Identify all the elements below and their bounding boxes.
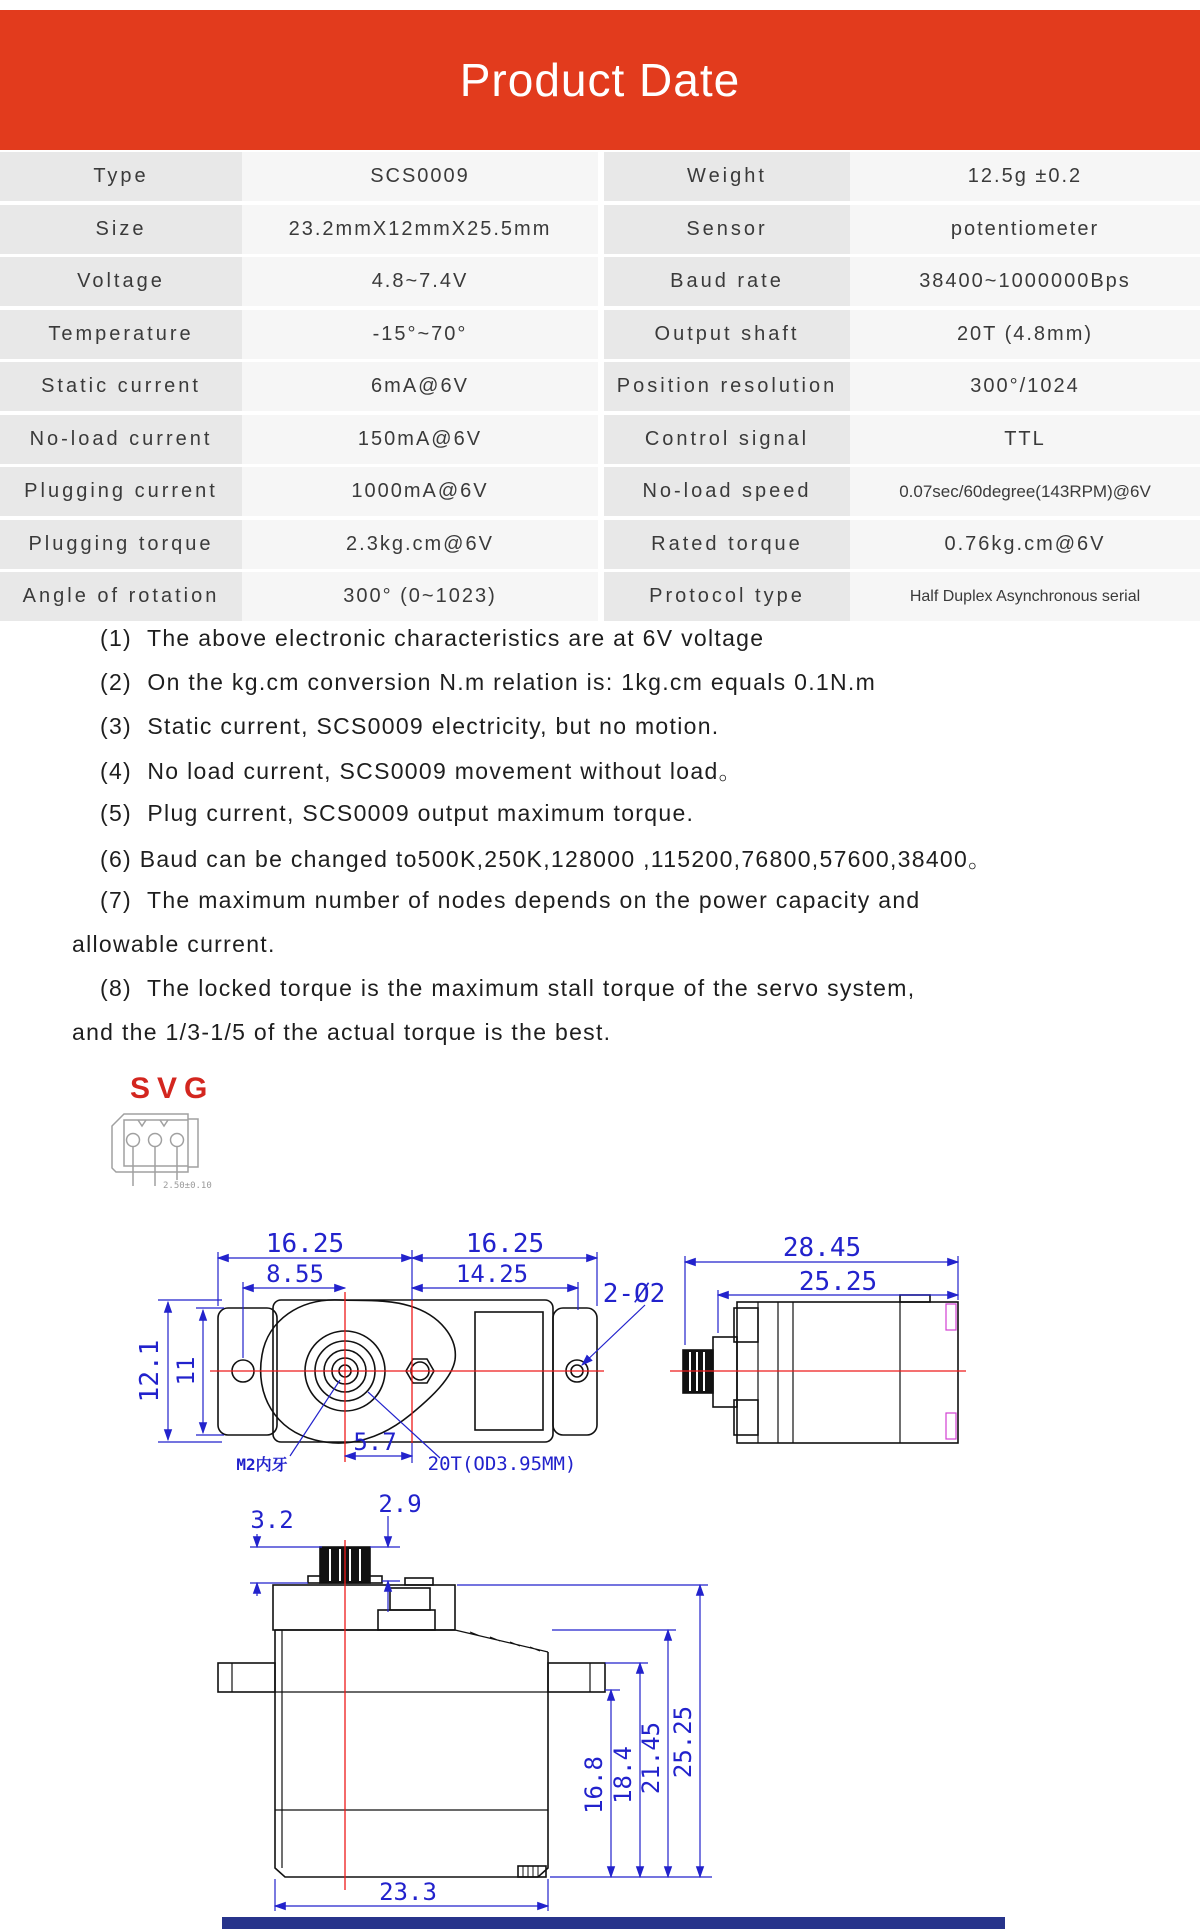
dim-gear-width: 2.9 xyxy=(378,1490,422,1518)
spec-value: -15°~70° xyxy=(242,310,598,359)
spec-value: 0.07sec/60degree(143RPM)@6V xyxy=(850,467,1200,516)
notes-list xyxy=(0,617,1200,1054)
spec-label: Control signal xyxy=(604,415,850,464)
spec-value: 300°/1024 xyxy=(850,362,1200,411)
connector-pin xyxy=(127,1134,140,1147)
note-line: (5) Plug current, SCS0009 output maximum torque. xyxy=(100,800,695,827)
spec-value: 1000mA@6V xyxy=(242,467,598,516)
dim-length-total: 28.45 xyxy=(782,1233,862,1263)
mounting-ear xyxy=(218,1663,275,1692)
note-line: (8) The locked torque is the maximum stall torque of the servo system, xyxy=(100,974,916,1001)
mounting-ear xyxy=(548,1663,605,1692)
table-row xyxy=(0,152,1200,201)
spec-label: Angle of rotation xyxy=(0,572,242,621)
table-row xyxy=(0,362,1200,411)
connector-pin xyxy=(171,1134,184,1147)
dim-h4: 25.25 xyxy=(669,1705,697,1779)
connector-pin xyxy=(149,1134,162,1147)
spec-label: Plugging current xyxy=(0,467,242,516)
spec-label: Rated torque xyxy=(604,520,850,569)
dim-holes-label: 2-Ø2 xyxy=(602,1279,666,1309)
front-view-outline xyxy=(218,1547,605,1877)
dimension-drawings xyxy=(0,1230,1200,1929)
dim-shaft-offset: 5.7 xyxy=(353,1428,397,1456)
spec-value: 2.3kg.cm@6V xyxy=(242,520,598,569)
side-view-dim-labels xyxy=(783,1233,877,1297)
dim-h2: 18.4 xyxy=(609,1746,637,1804)
spec-label: Voltage xyxy=(0,257,242,306)
note-line: (3) Static current, SCS0009 electricity, but no motion. xyxy=(100,712,720,739)
top-view-centerlines xyxy=(210,1292,604,1462)
note-line: (2) On the kg.cm conversion N.m relation is: 1kg.cm equals 0.1N.m xyxy=(100,669,877,696)
spec-value: 6mA@6V xyxy=(242,362,598,411)
note-line: (6) Baud can be changed to500K,250K,128000 ,115200,76800,57600,38400。 xyxy=(100,845,993,872)
spec-label: Temperature xyxy=(0,310,242,359)
table-row xyxy=(0,415,1200,464)
spec-label: Sensor xyxy=(604,205,850,254)
brand-logo: SVG xyxy=(130,1072,215,1105)
spec-label: Static current xyxy=(0,362,242,411)
table-row xyxy=(0,310,1200,359)
spec-label: No-load speed xyxy=(604,467,850,516)
spec-value: 23.2mmX12mmX25.5mm xyxy=(242,205,598,254)
next-section-banner-clipped xyxy=(222,1917,1005,1929)
page-title: Product Date xyxy=(459,54,741,106)
spec-label: Size xyxy=(0,205,242,254)
table-row xyxy=(0,467,1200,516)
dim-height-total: 12.1 xyxy=(135,1339,165,1403)
spec-value: 38400~1000000Bps xyxy=(850,257,1200,306)
spec-value: 12.5g ±0.2 xyxy=(850,152,1200,201)
top-view-dimensions xyxy=(158,1250,645,1463)
table-row xyxy=(0,205,1200,254)
dim-gear-offset: 8.55 xyxy=(266,1260,324,1288)
header-banner xyxy=(0,10,1200,150)
top-view-dim-labels xyxy=(135,1230,665,1475)
table-row xyxy=(0,572,1200,621)
note-line: allowable current. xyxy=(72,931,276,958)
spec-value: 300° (0~1023) xyxy=(242,572,598,621)
connector-pitch-label: 2.50±0.10 xyxy=(163,1181,212,1191)
spec-label: Type xyxy=(0,152,242,201)
dim-gear-height: 3.2 xyxy=(250,1506,294,1534)
table-row xyxy=(0,520,1200,569)
table-row xyxy=(0,257,1200,306)
spec-value: SCS0009 xyxy=(242,152,598,201)
spec-label: Baud rate xyxy=(604,257,850,306)
spec-label: Plugging torque xyxy=(0,520,242,569)
dim-body-width: 23.3 xyxy=(379,1878,437,1906)
dim-height-inner: 11 xyxy=(172,1356,200,1386)
spec-label: No-load current xyxy=(0,415,242,464)
spec-value: 20T (4.8mm) xyxy=(850,310,1200,359)
spec-label: Output shaft xyxy=(604,310,850,359)
spec-table xyxy=(0,152,1200,625)
dim-length-case: 25.25 xyxy=(798,1267,878,1297)
spec-value: potentiometer xyxy=(850,205,1200,254)
note-line: (4) No load current, SCS0009 movement without load。 xyxy=(100,758,743,785)
spec-label: Protocol type xyxy=(604,572,850,621)
spec-value: Half Duplex Asynchronous serial xyxy=(850,572,1200,621)
spec-value: 0.76kg.cm@6V xyxy=(850,520,1200,569)
dim-h1: 16.8 xyxy=(580,1756,608,1814)
spec-value: TTL xyxy=(850,415,1200,464)
side-view-outline xyxy=(683,1295,958,1443)
spec-label: Weight xyxy=(604,152,850,201)
dim-h3: 21.45 xyxy=(637,1721,665,1795)
dim-case-width: 14.25 xyxy=(455,1260,529,1288)
dim-width-right: 16.25 xyxy=(465,1230,545,1259)
note-line: (7) The maximum number of nodes depends on the power capacity and xyxy=(100,887,921,914)
note-line: and the 1/3-1/5 of the actual torque is the best. xyxy=(72,1018,612,1045)
connector-drawing xyxy=(108,1110,218,1195)
thread-label: M2内牙 xyxy=(236,1455,288,1474)
front-view-dim-labels xyxy=(250,1490,697,1906)
spec-value: 150mA@6V xyxy=(242,415,598,464)
spec-value: 4.8~7.4V xyxy=(242,257,598,306)
spec-label: Position resolution xyxy=(604,362,850,411)
gear-teeth-label: 20T(OD3.95MM) xyxy=(427,1453,577,1475)
dim-width-left: 16.25 xyxy=(265,1230,345,1259)
note-line: (1) The above electronic characteristics are at 6V voltage xyxy=(100,625,765,652)
